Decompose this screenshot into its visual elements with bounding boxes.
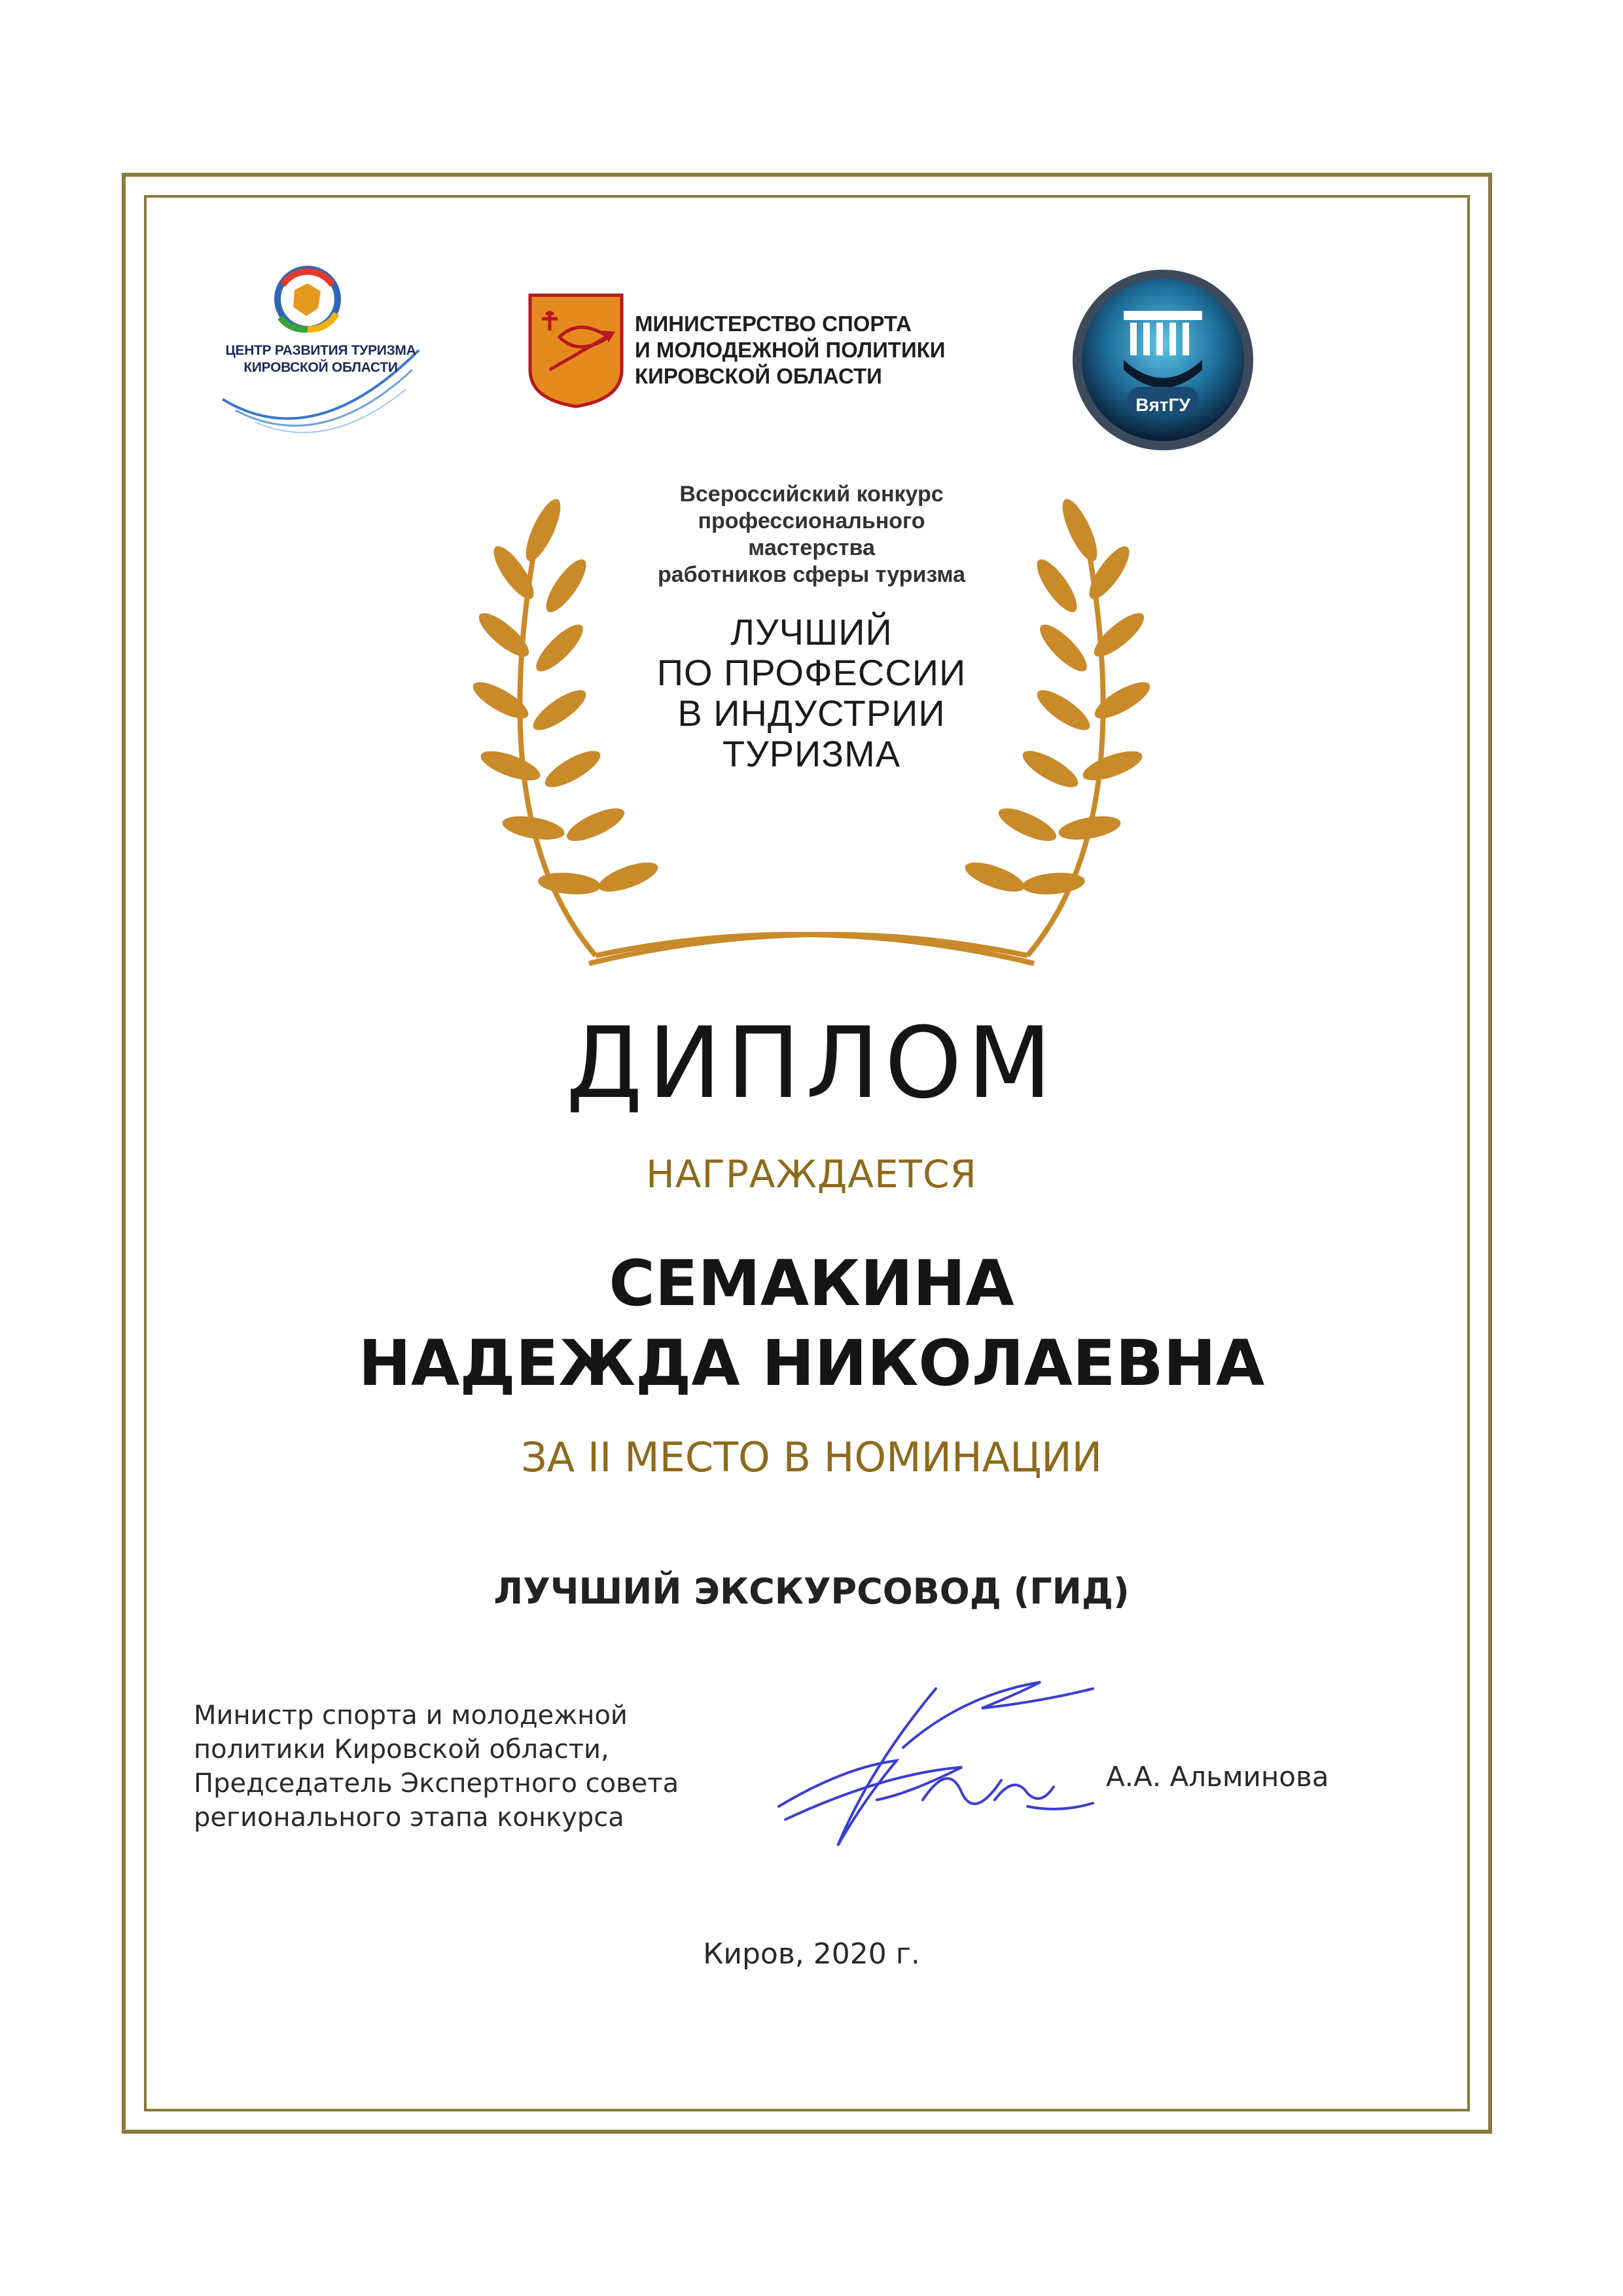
awarded-label: НАГРАЖДАЕТСЯ	[646, 1152, 977, 1196]
contest-intro-line: работников сферы туризма	[657, 562, 966, 587]
tourism-center-line2: КИРОВСКОЙ ОБЛАСТИ	[243, 360, 398, 375]
contest-intro-line: профессионального	[698, 509, 925, 533]
place-label: ЗА II МЕСТО В НОМИНАЦИИ	[521, 1433, 1102, 1481]
vyatgu-label: ВятГУ	[1135, 395, 1190, 415]
recipient-name	[0, 1244, 1623, 1403]
signer-position-line: Председатель Экспертного совета	[194, 1768, 679, 1799]
contest-title	[484, 612, 1139, 774]
tourism-center-line1: ЦЕНТР РАЗВИТИЯ ТУРИЗМА	[225, 343, 416, 358]
signer-position-line: политики Кировской области,	[194, 1734, 609, 1765]
ministry-line3: КИРОВСКОЙ ОБЛАСТИ	[635, 364, 882, 388]
contest-intro-line: мастерства	[748, 535, 875, 560]
recipient-given-name: НАДЕЖДА НИКОЛАЕВНА	[358, 1327, 1265, 1400]
vyatgu-logo	[1068, 265, 1258, 455]
signer-name: А.А. Альминова	[1106, 1761, 1329, 1793]
signer-position	[194, 1698, 783, 1835]
city-year: Киров, 2020 г.	[703, 1937, 920, 1971]
kirov-coat-of-arms-icon	[524, 291, 628, 409]
diploma-title: ДИПЛОМ	[565, 1007, 1058, 1121]
ministry-line2: И МОЛОДЕЖНОЙ ПОЛИТИКИ	[635, 338, 946, 362]
nomination-title: ЛУЧШИЙ ЭКСКУРСОВОД (ГИД)	[493, 1571, 1130, 1612]
signer-position-line: регионального этапа конкурса	[194, 1803, 624, 1833]
vyatgu-emblem-icon	[1068, 265, 1258, 455]
signer-position-line: Министр спорта и молодежной	[194, 1700, 628, 1731]
contest-title-line: ТУРИЗМА	[722, 733, 901, 774]
recipient-surname: СЕМАКИНА	[609, 1247, 1014, 1320]
contest-intro-line: Всероссийский конкурс	[679, 482, 944, 507]
contest-title-line: В ИНДУСТРИИ	[677, 692, 946, 734]
contest-intro	[484, 481, 1139, 588]
contest-title-line: ПО ПРОФЕССИИ	[656, 652, 967, 693]
handwritten-signature-icon	[766, 1669, 1132, 1885]
contest-title-line: ЛУЧШИЙ	[730, 611, 893, 653]
ministry-line1: МИНИСТЕРСТВО СПОРТА	[635, 312, 912, 336]
tourism-center-logo	[209, 259, 432, 455]
ministry-logo	[524, 291, 995, 416]
